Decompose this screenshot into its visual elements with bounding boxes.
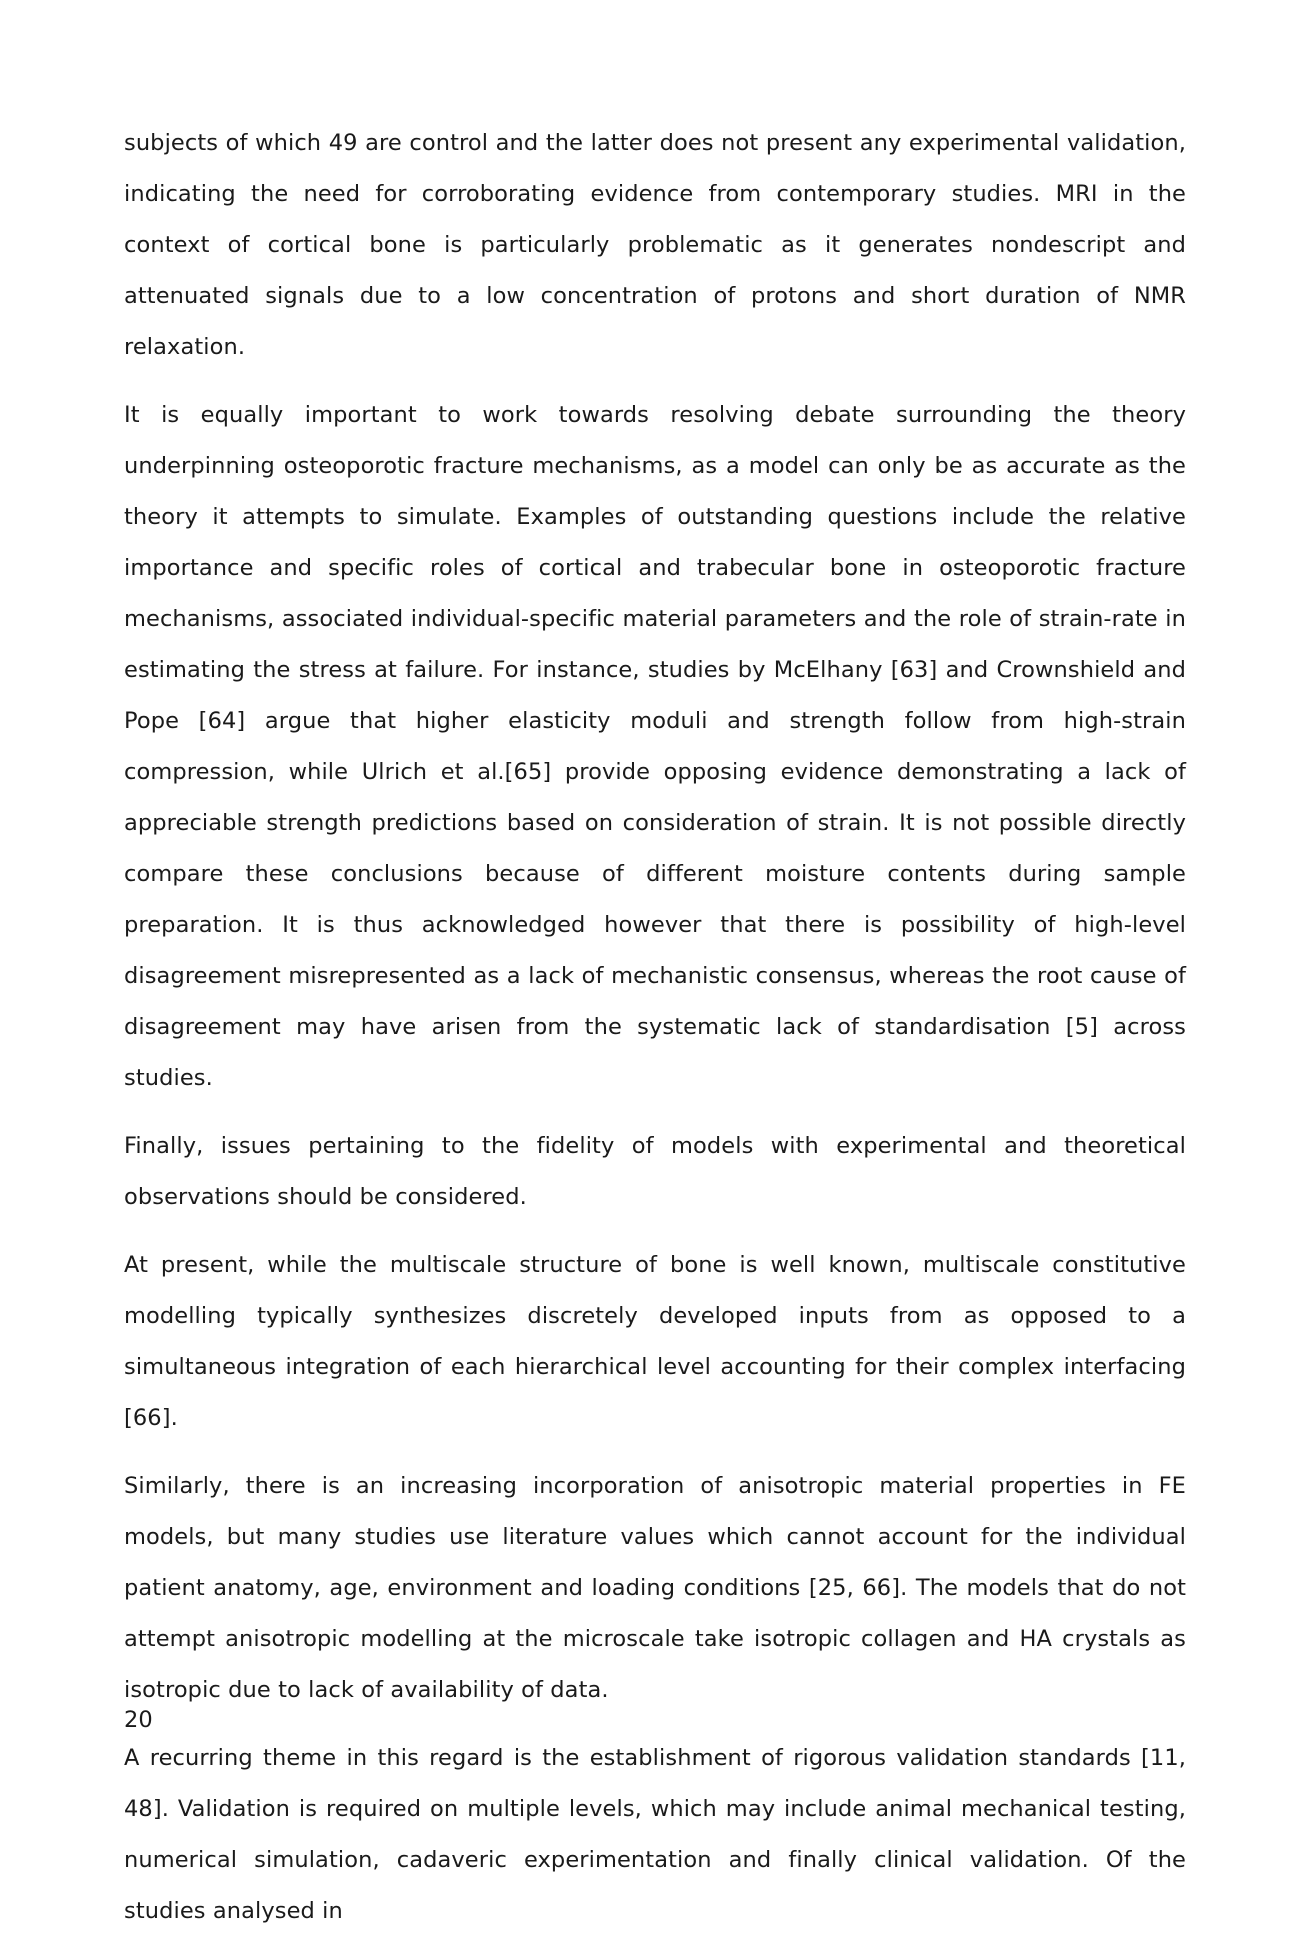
paragraph-4: At present, while the multiscale structure of bone is well known, multiscale constitutive modelling typically synthesizes discretely developed inputs from as opposed to a simultaneous integration of each hierarchical level accounting for their complex interfacing [66]. (124, 1252, 1186, 1431)
page-number: 20 (124, 1707, 153, 1733)
body-text (124, 118, 1186, 1954)
paragraph-1: subjects of which 49 are control and the latter does not present any experimental validation, indicating the need for corroborating evidence from contemporary studies. MRI in the context of cortical bone is particularly problematic as it generates nondescript and attenuated signals due to a low concentration of protons and short duration of NMR relaxation. (124, 130, 1186, 360)
paragraph-6: A recurring theme in this regard is the establishment of rigorous validation standards [11, 48]. Validation is required on multiple levels, which may include animal mechanical testing, numerical simulation, cadaveric experimentation and finally clinical validation. Of the studies analysed in (124, 1745, 1186, 1924)
paragraph-2: It is equally important to work towards resolving debate surrounding the theory underpinning osteoporotic fracture mechanisms, as a model can only be as accurate as the theory it attempts to simulate. Examples of outstanding questions include the relative importance and specific roles of cortical and trabecular bone in osteoporotic fracture mechanisms, associated individual-specific material parameters and the role of strain-rate in estimating the stress at failure. For instance, studies by McElhany [63] and Crownshield and Pope [64] argue that higher elasticity moduli and strength follow from high-strain compression, while Ulrich et al.[65] provide opposing evidence demonstrating a lack of appreciable strength predictions based on consideration of strain. It is not possible directly compare these conclusions because of different moisture contents during sample preparation. It is thus acknowledged however that there is possibility of high-level disagreement misrepresented as a lack of mechanistic consensus, whereas the root cause of disagreement may have arisen from the systematic lack of standardisation [5] across studies. (124, 402, 1186, 1091)
paragraph-3: Finally, issues pertaining to the fidelity of models with experimental and theoretical observations should be considered. (124, 1133, 1186, 1210)
paragraph-5: Similarly, there is an increasing incorporation of anisotropic material properties in FE models, but many studies use literature values which cannot account for the individual patient anatomy, age, environment and loading conditions [25, 66]. The models that do not attempt anisotropic modelling at the microscale take isotropic collagen and HA crystals as isotropic due to lack of availability of data. (124, 1473, 1186, 1703)
